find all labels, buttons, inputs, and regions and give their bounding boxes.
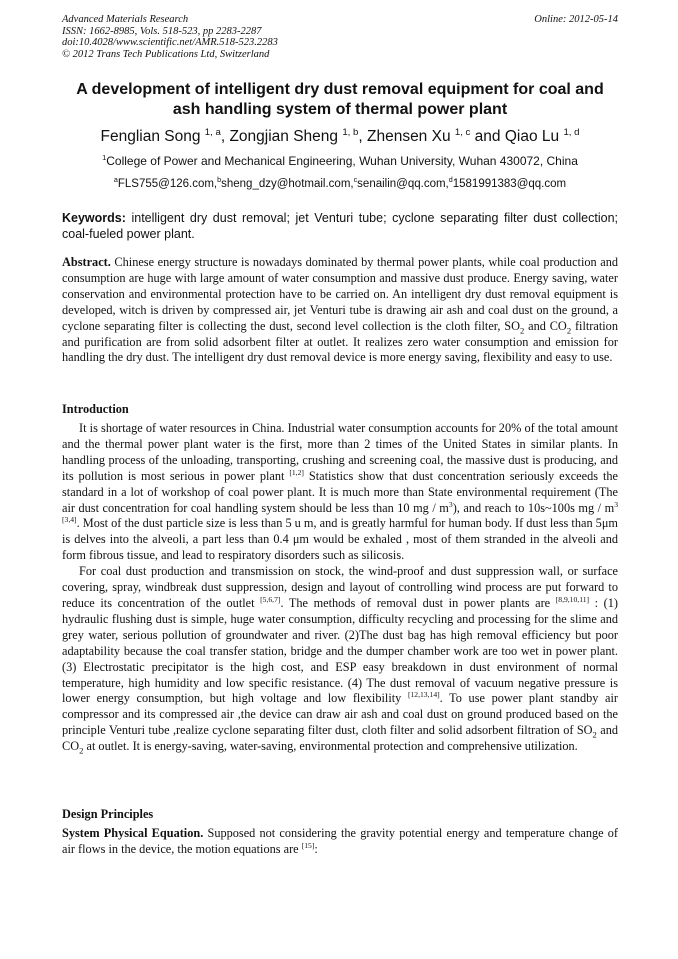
abstract-text: and CO xyxy=(524,318,567,333)
paper-title xyxy=(62,80,618,119)
title-line-2: ash handling system of thermal power plant xyxy=(172,100,508,118)
subscript: 2 xyxy=(79,745,84,756)
author-separator: , xyxy=(220,128,230,145)
author-affil-sup: 1, d xyxy=(563,126,580,138)
email-sup: a xyxy=(113,176,118,185)
paragraph-text: and CO xyxy=(62,723,618,754)
subsection-label: System Physical Equation. xyxy=(62,826,204,840)
citation: [8,9,10,11] xyxy=(555,594,590,604)
abstract-label: Abstract. xyxy=(62,255,111,269)
abstract-text: Chinese energy structure is nowadays dominated by thermal power plants, while coal production and consumption are huge with large amount of water consumption and massive dust produce. Energy saving, water conservation and environmental protection have to be carried on. An intelligent dry dust removal equipment is developed, witch is driven by compressed air, jet Venturi tube is drawing air ash and coal dust on the ground, a cyclone separating filter is collecting the dust, second level collection is the cloth filter, SO xyxy=(62,255,618,333)
author-separator: , xyxy=(358,128,367,145)
paragraph-text: Supposed not considering the gravity potential energy and temperature change of air flows in the device, the motion equations are xyxy=(62,826,619,856)
author-affil-sup: 1, c xyxy=(454,126,471,138)
paragraph-text: at outlet. It is energy-saving, water-saving, environmental protection and comprehensive utilization. xyxy=(83,739,578,754)
citation: [3,4] xyxy=(62,515,77,525)
paragraph-text: It is shortage of water resources in China. Industrial water consumption accounts for 20% of the total amount and the thermal power plant water is the first, more than 2 times of the United States in similar plants. In handling process of the unloading, transporting, crushing and screening coal, the massive dust is producing, and its pollution is most serious in power plant xyxy=(62,421,618,483)
subscript: 2 xyxy=(592,729,597,740)
design-principles-body xyxy=(62,826,618,858)
doi: doi:10.4028/www.scientific.net/AMR.518-523.2283 xyxy=(62,37,278,48)
affiliation-text: College of Power and Mechanical Engineering, Wuhan University, Wuhan 430072, China xyxy=(106,154,578,168)
citation: [1,2] xyxy=(289,467,304,477)
paragraph-text: : (1) hydraulic flushing dust is simple, huge water consumption, difficulty recycling and processing for the slime and grey water, serious pollution of groundwater and river. (2)The dust bag has high removal efficiency but poor adaptability because the coal transfer station, bridge and the dumper chamber work are too wet in power plant. (3) Electrostatic precipitator is the high cost, and ESP easy breakdown in dust environment of normal temperature, high humidity and low specific resistance. (4) The dust removal of vacuum negative pressure is lower energy consumption, but high voltage and low flexibility xyxy=(62,595,619,706)
subscript: 2 xyxy=(520,325,525,336)
paragraph-text: : xyxy=(314,841,318,856)
email-address: 1581991383@qq.com xyxy=(452,178,567,190)
title-line-1: A development of intelligent dry dust removal equipment for coal and xyxy=(76,81,604,98)
superscript: 3 xyxy=(448,499,453,509)
issn: ISSN: 1662-8985, Vols. 518-523, pp 2283-2287 xyxy=(62,25,262,37)
citation: [15] xyxy=(301,840,315,850)
introduction-body xyxy=(62,421,618,755)
paragraph-text: Statistics show that dust concentration seriously exceeds the standard in a lot of workshop of coal power plant. It is much more than State environmental requirement (The air dust concentration for coal handling system should be less than 10 mg / m xyxy=(62,468,618,515)
author-affil-sup: 1, b xyxy=(342,126,359,138)
author-affil-sup: 1, a xyxy=(204,126,221,138)
citation: [12,13,14] xyxy=(407,690,440,700)
introduction-heading: Introduction xyxy=(62,402,129,416)
author-name: Qiao Lu xyxy=(504,128,560,145)
journal-name: Advanced Materials Research xyxy=(62,14,189,25)
email-address: FLS755@126.com, xyxy=(117,178,218,190)
author-name: Fenglian Song xyxy=(100,128,201,145)
paragraph-text: ), and reach to 10s~100s mg / m xyxy=(452,500,615,515)
affiliation xyxy=(62,154,618,169)
intro-paragraph-1 xyxy=(62,421,618,564)
keywords xyxy=(62,211,618,242)
paragraph-text: . Most of the dust particle size is less than 5 u m, and is greatly harmful for human body. If dust less than 5μm is delves into the alveoli, a part less than 0.4 μm would be exhaled , most of them stranded in the alveoli and form fibrous tissue, and lead to respiratory disorders such as silicosis. xyxy=(62,516,618,563)
author-list xyxy=(62,127,618,147)
author-name: Zongjian Sheng xyxy=(229,128,339,145)
paragraph-text: . To use power plant standby air compressor and its compressed air ,the device can draw air ash and coal dust on ground produced based on the principle Venturi tube ,realize cyclone separating filter dust, cloth filter and solid adsorbent filtration of SO xyxy=(62,691,618,738)
email-list xyxy=(62,177,618,192)
subscript: 2 xyxy=(566,325,572,336)
author-name: Zhensen Xu xyxy=(366,128,451,145)
copyright: © 2012 Trans Tech Publications Ltd, Switzerland xyxy=(62,48,270,60)
citation: [5,6,7] xyxy=(260,594,281,604)
abstract xyxy=(62,255,618,366)
email-sup: c xyxy=(353,176,358,185)
keywords-text: intelligent dry dust removal; jet Venturi tube; cyclone separating filter dust collection; coal-fueled power plant. xyxy=(62,211,618,241)
abstract-text: filtration and purification are from solid adsorbent filter at outlet. It realizes zero water consumption and emission for handling the dry dust. The intelligent dry dust removal device is more energy saving, flexibility and easy to use. xyxy=(62,318,618,365)
affiliation-sup: 1 xyxy=(102,153,107,162)
email-sup: b xyxy=(217,176,222,185)
email-address: sheng_dzy@hotmail.com, xyxy=(221,178,354,190)
superscript: 3 xyxy=(614,499,618,509)
email-sup: d xyxy=(448,176,453,185)
journal-header xyxy=(62,14,618,60)
intro-paragraph-2 xyxy=(62,564,618,755)
keywords-label: Keywords: xyxy=(62,211,126,225)
paragraph-text: . The methods of removal dust in power plants are xyxy=(280,595,556,610)
paragraph-text: For coal dust production and transmission on stock, the wind-proof and dust suppression wall, or surface covering, spray, windbreak dust suppression, design and layout of controlling wind process are put forward to reduce its concentration of the outlet xyxy=(62,564,618,610)
email-address: senailin@qq.com, xyxy=(357,178,449,190)
online-date: Online: 2012-05-14 xyxy=(534,14,618,25)
design-principles-heading: Design Principles xyxy=(62,807,154,821)
author-separator: and xyxy=(470,128,505,145)
